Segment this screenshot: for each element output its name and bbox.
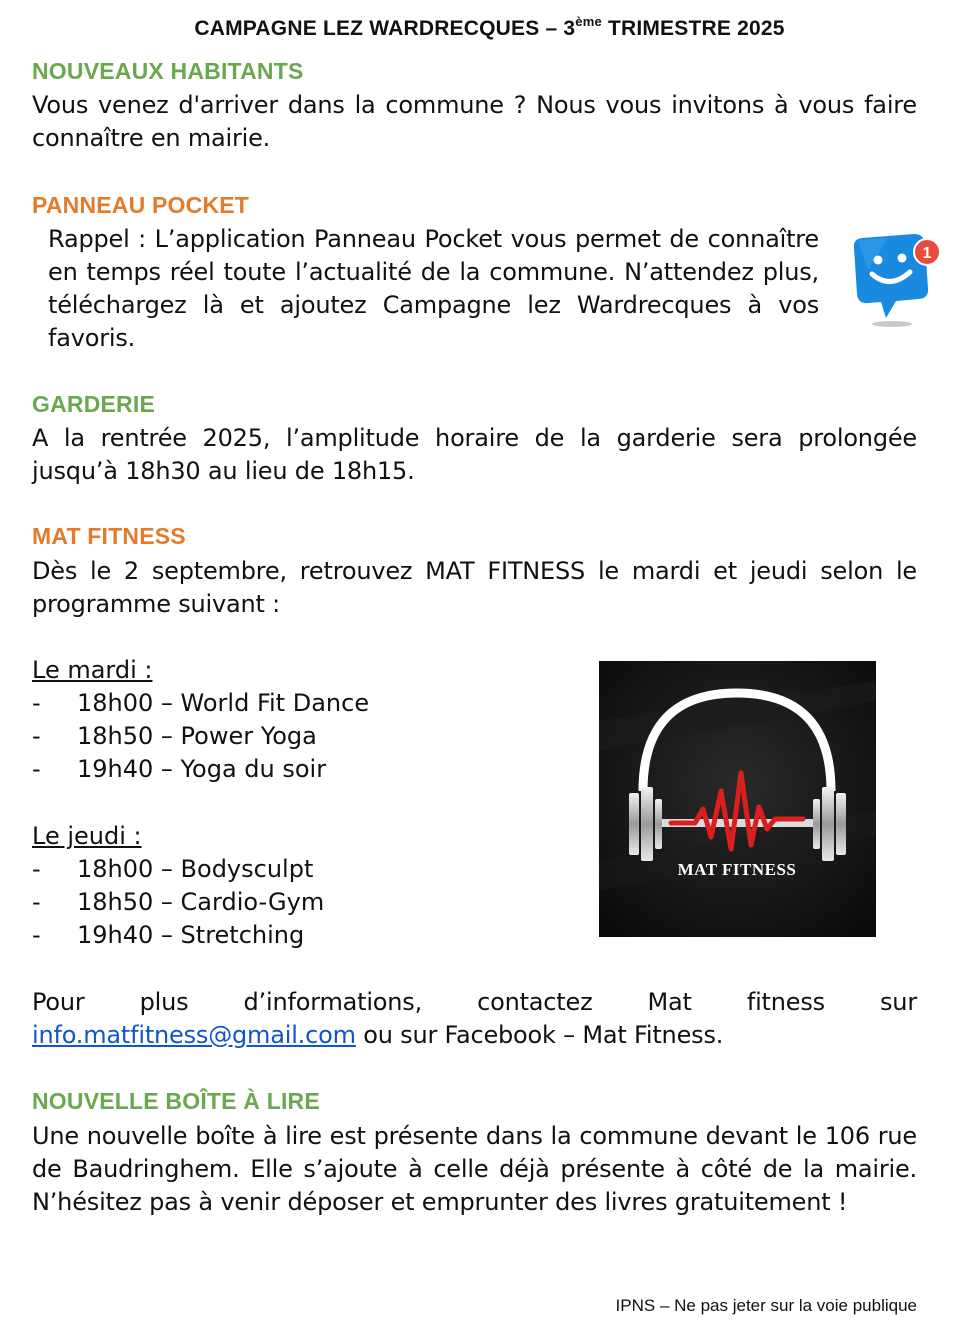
- heading-mat-fitness: MAT FITNESS: [32, 523, 186, 549]
- text-contact-line: Pour plus d’informations, contactez Mat fitness sur: [32, 988, 917, 1016]
- schedule-mardi-label: Le mardi :: [32, 656, 153, 684]
- heading-nouveaux-habitants: NOUVEAUX HABITANTS: [32, 58, 304, 84]
- mat-fitness-logo-text: MAT FITNESS: [677, 860, 797, 879]
- schedule-item: - 18h00 – World Fit Dance: [32, 689, 370, 717]
- title-superscript: ème: [575, 14, 602, 29]
- schedule-jeudi-label: Le jeudi :: [32, 822, 142, 850]
- title-main: CAMPAGNE LEZ WARDRECQUES – 3: [194, 17, 576, 40]
- schedule-item: - 18h50 – Cardio-Gym: [32, 888, 325, 916]
- schedule-jeudi: [32, 820, 324, 952]
- schedule-item: - 19h40 – Stretching: [32, 921, 305, 949]
- schedule-item: - 18h50 – Power Yoga: [32, 722, 317, 750]
- title-quarter: TRIMESTRE 2025: [601, 17, 785, 40]
- text-mat-fitness-intro: Dès le 2 septembre, retrouvez MAT FITNESS le mardi et jeudi selon le programme suivant :: [32, 557, 917, 618]
- schedule-mardi: [32, 654, 369, 786]
- text-nouveaux-habitants: Vous venez d'arriver dans la commune ? Nous vous invitons à vous faire connaître en mairie.: [32, 91, 917, 152]
- text-panneau-pocket: Rappel : L’application Panneau Pocket vous permet de connaître en temps réel toute l’actualité de la commune. N’attendez plus, téléchargez là et ajoutez Campagne lez Wardrecques à vos favoris.: [48, 225, 819, 352]
- schedule-item: - 19h40 – Yoga du soir: [32, 755, 327, 783]
- mat-fitness-logo: [599, 661, 876, 937]
- email-link[interactable]: info.matfitness@gmail.com: [32, 1021, 356, 1049]
- text-boite-a-lire: Une nouvelle boîte à lire est présente dans la commune devant le 106 rue de Baudringhem. Elle s’ajoute à celle déjà présente à côté de la mairie. N’hésitez pas à venir déposer et emprunter des livres gratuitement !: [32, 1122, 917, 1216]
- panneau-pocket-icon: [848, 230, 944, 330]
- heading-boite-a-lire: NOUVELLE BOÎTE À LIRE: [32, 1088, 320, 1114]
- text-contact-email-line: info.matfitness@gmail.com ou sur Facebook – Mat Fitness.: [32, 1021, 724, 1049]
- text-garderie: A la rentrée 2025, l’amplitude horaire de la garderie sera prolongée jusqu’à 18h30 au lieu de 18h15.: [32, 424, 917, 485]
- page-title: [0, 14, 979, 41]
- heading-garderie: GARDERIE: [32, 391, 156, 417]
- heading-panneau-pocket: PANNEAU POCKET: [32, 192, 250, 218]
- footer-ipns: IPNS – Ne pas jeter sur la voie publique: [615, 1296, 917, 1315]
- schedule-item: - 18h00 – Bodysculpt: [32, 855, 314, 883]
- notification-badge: 1: [922, 245, 932, 262]
